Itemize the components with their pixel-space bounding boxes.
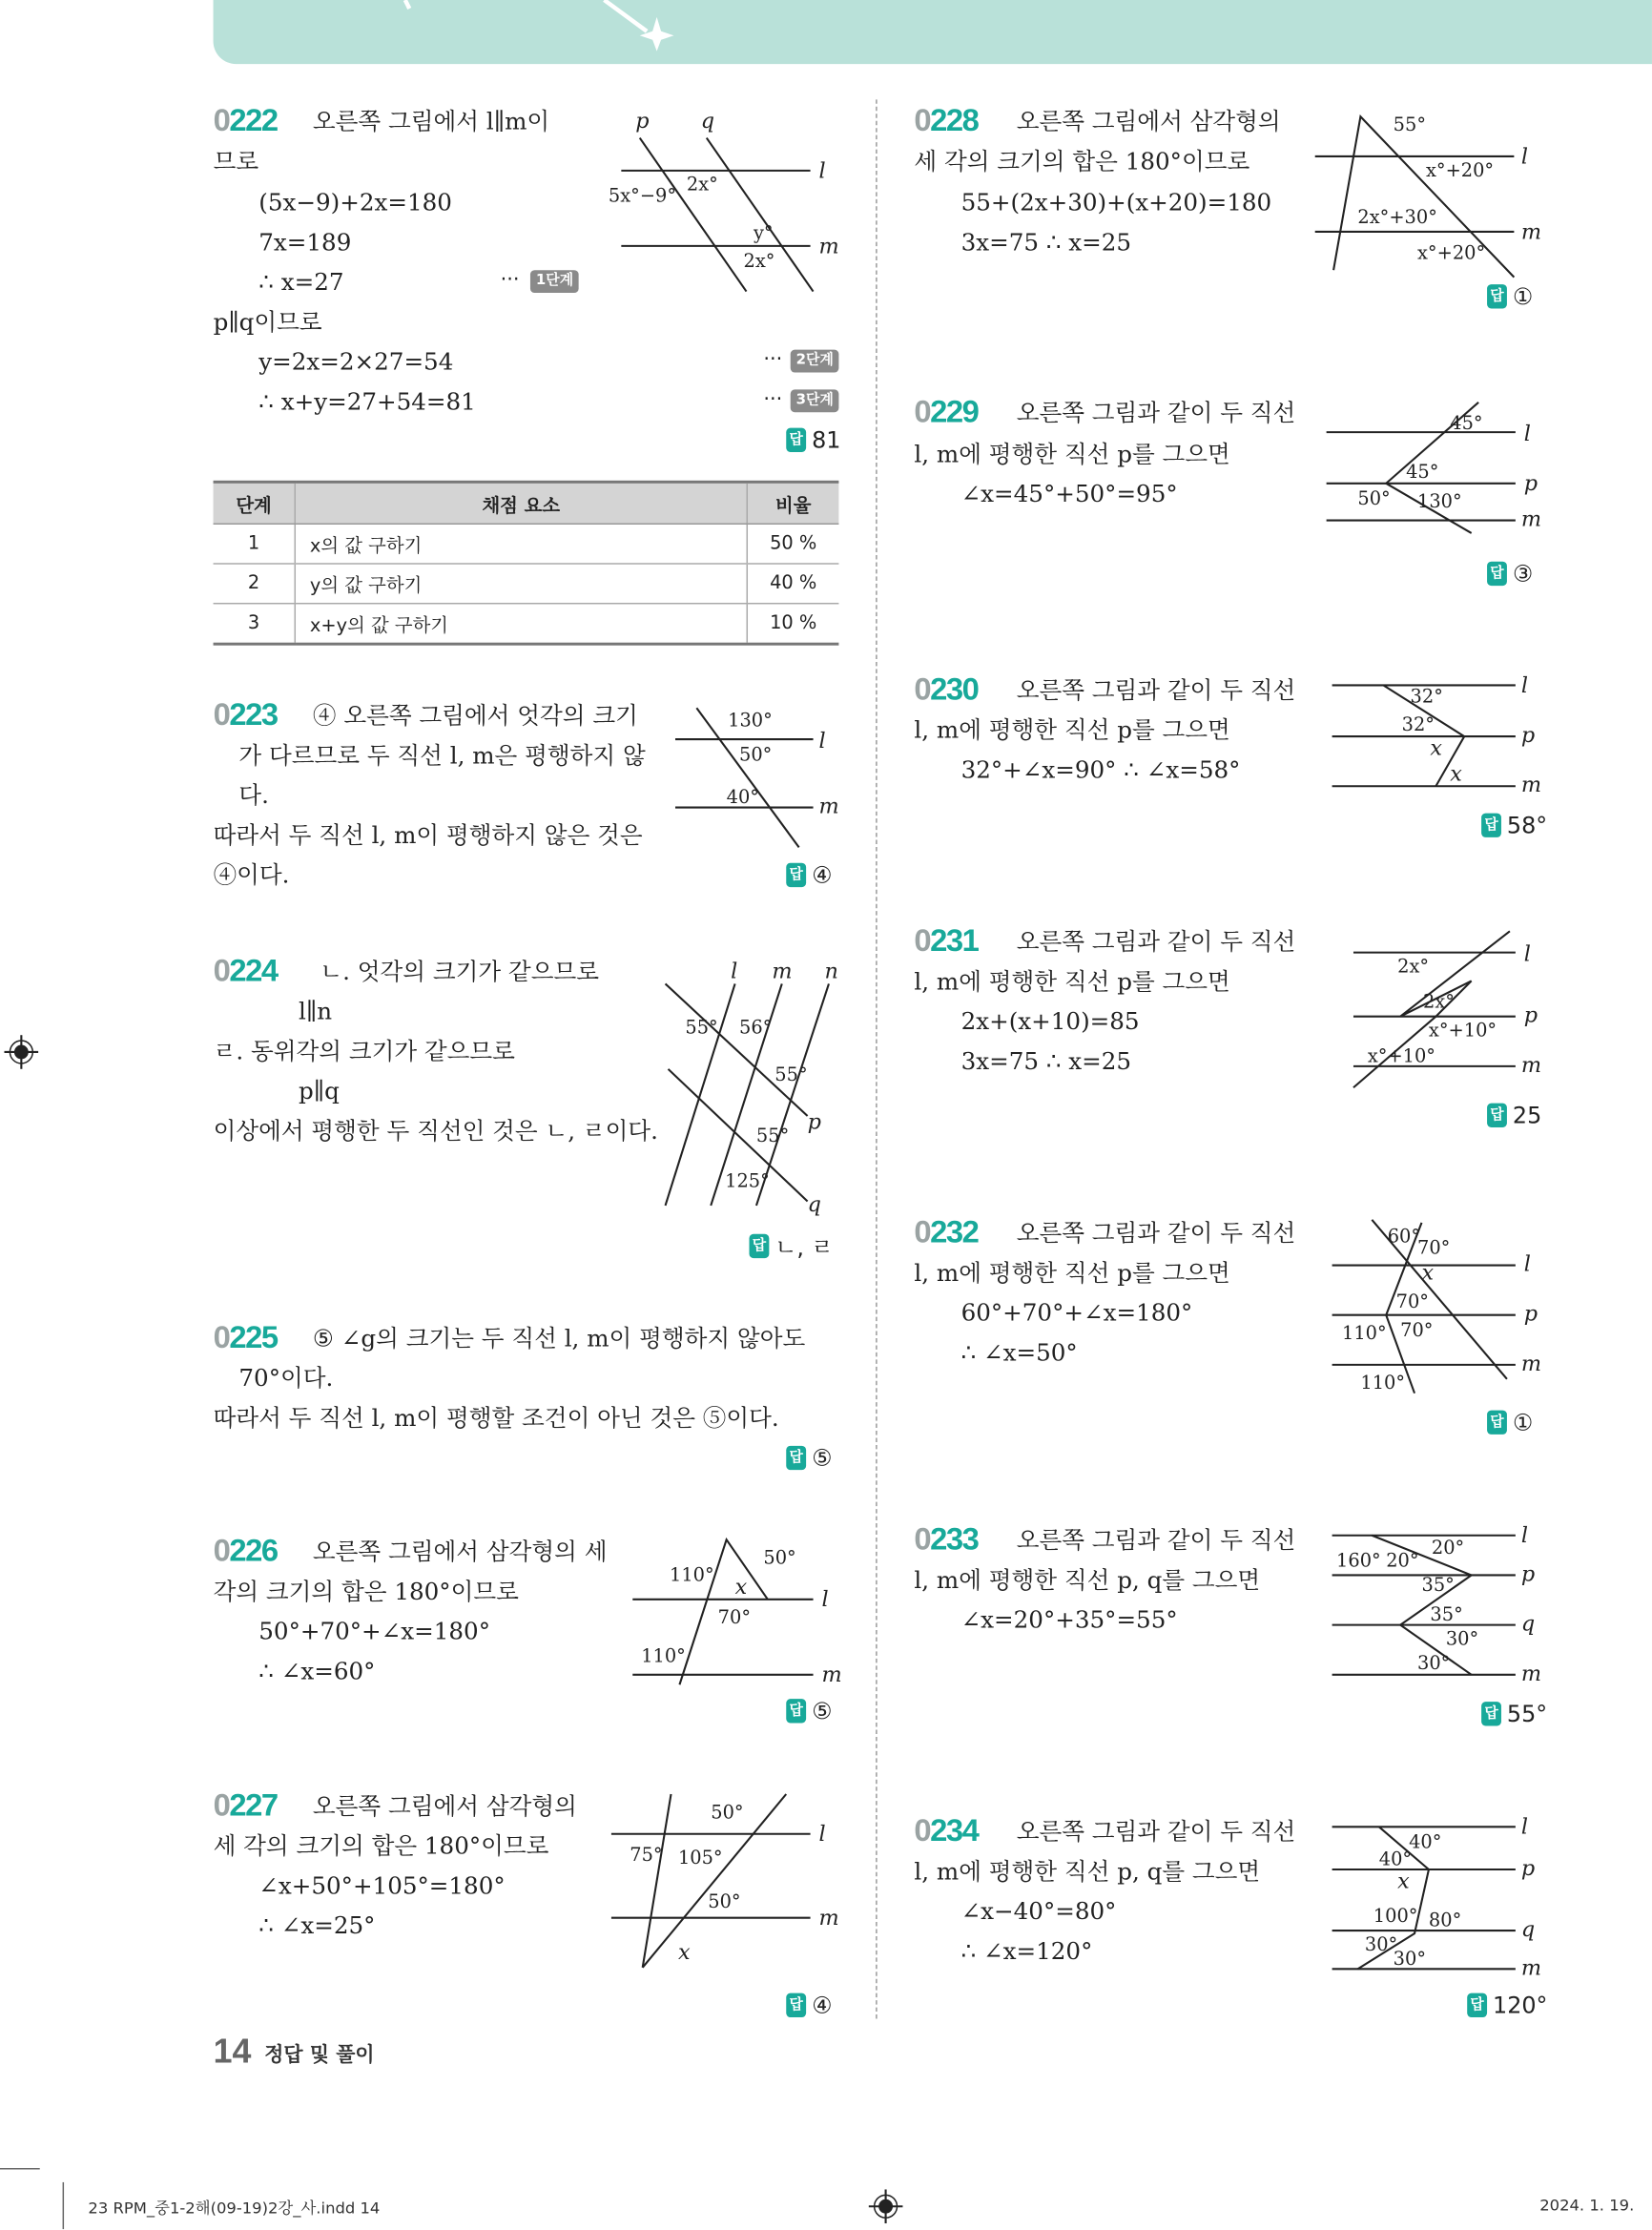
answer-value: ① [1512,282,1534,310]
figure-label: 40° [1378,1848,1413,1870]
solution-line: 따라서 두 직선 l, m이 평행할 조건이 아닌 것은 ⑤이다. [213,1404,779,1432]
figure-label: p [1523,1002,1538,1028]
figure-label: 55° [1393,114,1427,136]
crop-mark [63,2182,64,2229]
figure-label: 2x° [686,173,718,196]
figure-label: q [807,1191,821,1217]
figure-label: m [818,1906,839,1931]
answer-value: ⑤ [812,1444,833,1472]
figure-label: y의 값 구하기 [295,564,747,604]
figure-label: 30° [1393,1947,1427,1970]
figure-label: x+y의 값 구하기 [295,604,747,644]
figure-line [640,138,747,292]
answer-badge-icon: 답 [786,863,806,887]
answer [786,1698,832,1724]
figure-label: 45° [1450,412,1483,435]
solution-line: 2x+(x+10)=85 [960,1007,1140,1036]
figure-label: x [1450,761,1462,787]
problem-number: 0228 [914,102,979,138]
scoring-table [214,481,839,646]
figure-label: m [1520,506,1542,532]
figure-label: 125° [725,1169,770,1192]
problem-number: 0234 [914,1812,979,1848]
figure-label: 50° [711,1801,744,1824]
solution-line: 오른쪽 그림에서 삼각형의 [1016,108,1281,135]
step-badge: 2단계 [791,350,839,373]
figure-label: 40° [1409,1830,1442,1853]
step-badge: 1단계 [530,270,579,293]
figure-label: l [818,158,826,184]
figure-label: 55° [685,1016,718,1039]
figure-label: l [1520,1814,1528,1840]
figure-label: 2x°+30° [1357,206,1437,229]
figure-label: m [821,1662,842,1688]
problem-number: 0226 [213,1532,278,1569]
figure-label: x [1430,735,1443,761]
figure-label: 160° [1336,1549,1381,1572]
figure-label: 20° [1386,1549,1419,1572]
answer [786,1444,832,1471]
solution-line: 오른쪽 그림과 같이 두 직선 [1016,1818,1296,1846]
figure-label: l [1523,1251,1531,1277]
answer [749,1229,833,1262]
solution-line: ∠x=20°+35°=55° [960,1606,1178,1634]
figure-label: x [1421,1260,1435,1286]
figure-label: p [1523,1301,1538,1327]
answer [1481,812,1547,838]
solution-line: ④ 오른쪽 그림에서 엇각의 크기 [312,702,638,730]
figure-label: 10 % [747,604,838,644]
figure-label: x [734,1574,748,1600]
solution-line: 70°이다. [238,1364,334,1393]
step-badge: 3단계 [791,389,839,412]
answer-value: ④ [812,1992,833,2019]
figure-label: 2x° [1397,955,1430,978]
solution-line: 오른쪽 그림과 같이 두 직선 [1016,1219,1296,1248]
table-header: 비율 [747,482,838,524]
solution-line: l, m에 평행한 직선 p, q를 그으면 [914,1858,1261,1886]
figure-label: 35° [1430,1603,1463,1626]
figure-label: m [1520,1052,1542,1078]
answer-badge-icon: 답 [786,428,806,452]
figure-label: p [1523,471,1538,497]
header-band [214,0,1652,64]
solution-line: 오른쪽 그림과 같이 두 직선 [1016,676,1296,704]
figure-label: 50° [708,1890,741,1913]
figure-label: x [1397,1869,1410,1894]
figure-label: 110° [1342,1322,1387,1345]
figure-label: l [1520,1523,1528,1549]
figure-label: x°+20° [1425,158,1495,181]
figure-label: x [677,1939,691,1965]
solution-line: ㄹ. 동위각의 크기가 같으므로 [213,1038,515,1065]
figure-label: 55° [755,1124,790,1146]
solution-line: 오른쪽 그림에서 삼각형의 세 [312,1538,608,1566]
figure-label: 70° [1417,1236,1451,1259]
figure-label: x°+10° [1428,1019,1497,1042]
figure-label: 60° [1387,1225,1421,1248]
answer-badge-icon: 답 [1467,1993,1487,2017]
figure-label: p [635,109,650,134]
solution-line: 60°+70°+∠x=180° [960,1299,1193,1327]
solution-line: ∴ ∠x=120° [960,1937,1093,1965]
figure-label: l [731,959,738,984]
figure-label: m [1520,1955,1542,1981]
figure-line [666,983,808,1116]
answer [786,426,840,453]
star-decoration-icon [214,0,782,64]
solution-line: l, m에 평행한 직선 p를 그으면 [914,1259,1230,1287]
problem-number: 0222 [213,102,278,138]
figure-label: m [772,959,793,984]
figure-label: 75° [630,1844,663,1867]
figure-label: 50 % [747,524,838,564]
registration-mark-icon [869,2189,903,2223]
figure-label: p [1520,723,1536,749]
answer-value: ③ [1512,560,1534,588]
figure-label: x°+20° [1417,241,1486,264]
figure-label: n [824,959,838,984]
solution-line: ∴ x=27 [258,268,344,297]
print-date: 2024. 1. 19. [1539,2196,1635,2216]
figure-label: 130° [1417,490,1462,513]
solution-line: 따라서 두 직선 l, m이 평행하지 않은 것은 [213,821,643,849]
solution-line: ∴ ∠x=25° [258,1911,376,1940]
problem-number: 0231 [914,922,979,959]
figure-label: l [818,1822,826,1848]
figure-label: l [1523,422,1531,447]
solution-line: 오른쪽 그림에서 l∥m이 [312,108,550,135]
figure-label: m [1520,1661,1542,1686]
figure-label: 20° [1431,1537,1465,1559]
solution-line: 50°+70°+∠x=180° [258,1618,490,1645]
problem-number: 0233 [914,1520,979,1558]
answer-badge-icon: 답 [749,1234,769,1258]
solution-line: l, m에 평행한 직선 p를 그으면 [914,968,1230,996]
solution-line: ∴ ∠x=60° [258,1657,376,1685]
figure-label: m [818,794,839,819]
solution-line: 오른쪽 그림에서 삼각형의 [312,1792,577,1820]
figure-label: l [821,1587,829,1613]
problem-number: 0225 [213,1319,278,1355]
answer-value: 120° [1493,1992,1548,2019]
figure-label: 5x°−9° [608,184,677,207]
problem-number: 0230 [914,671,979,707]
figure-label: 32° [1401,713,1435,736]
figure-label: l [1523,941,1531,967]
answer [786,861,832,888]
solution-line: 3x=75 ∴ x=25 [960,1047,1132,1075]
step-dots: ··· [763,387,783,411]
solution-line: 가 다르므로 두 직선 l, m은 평행하지 않 [238,742,646,770]
answer-value: 25 [1512,1102,1542,1129]
solution-line: 32°+∠x=90° ∴ ∠x=58° [960,755,1241,784]
page-number: 14 [213,2033,252,2072]
section-title: 정답 및 풀이 [264,2044,375,2068]
figure-label: q [700,109,715,134]
solution-line: 55+(2x+30)+(x+20)=180 [960,189,1272,217]
figure-label: 2x° [1422,990,1455,1013]
answer [1487,560,1533,587]
figure-label: m [1520,773,1542,798]
figure-label: p [807,1109,821,1135]
solution-line: ∴ ∠x=50° [960,1339,1078,1367]
figure-label: m [818,234,839,259]
problem-number: 0227 [213,1786,278,1823]
crop-mark [0,2168,40,2169]
problem-number: 0224 [213,952,278,988]
answer-badge-icon: 답 [1487,284,1507,308]
figure-label: l [818,729,826,754]
answer-value: ① [1512,1409,1534,1436]
figure-label: 35° [1421,1573,1455,1596]
answer [1487,283,1533,310]
figure-label: m [1520,1351,1542,1376]
figure-label: 70° [1400,1319,1434,1342]
figure-line [405,0,409,9]
figure-line [640,17,674,52]
solution-line: (5x−9)+2x=180 [258,189,452,217]
answer-badge-icon: 답 [1481,1702,1501,1725]
figure-label: 45° [1406,460,1439,483]
problem-number: 0229 [914,393,979,430]
solution-line: ∴ x+y=27+54=81 [258,387,476,416]
figure-label: p [1520,1561,1536,1587]
solution-line: l, m에 평행한 직선 p를 그으면 [914,441,1230,468]
figure-label: 3 [214,604,296,644]
figure-label: 30° [1417,1651,1451,1674]
figure-label: 130° [728,709,773,732]
solution-line: 세 각의 크기의 합은 180°이므로 [914,148,1250,176]
figure-label: l [1520,144,1528,170]
step-dots: ··· [763,348,783,372]
answer [1487,1409,1533,1435]
figure-label: 40 % [747,564,838,604]
solution-line: p∥q이므로 [213,308,322,336]
figure-line [643,1794,671,1968]
figure-label: 100° [1373,1905,1418,1928]
table-row [214,564,839,604]
figure-label: 110° [1360,1372,1406,1394]
figure-label: x의 값 구하기 [295,524,747,564]
answer [1467,1992,1547,2018]
figure-label: 40° [726,786,759,809]
solution-line: ㄴ. 엇각의 크기가 같으므로 [320,958,599,985]
figure-label: 1 [214,524,296,564]
answer-badge-icon: 답 [786,1446,806,1470]
figure-label: m [1520,219,1542,245]
figure-label: q [1520,1917,1536,1943]
figure-label: 50° [1357,487,1391,510]
figure-label: 2x° [743,250,775,273]
solution-line: 므로 [213,148,259,176]
solution-line: ∠x+50°+105°=180° [258,1871,506,1900]
registration-mark-icon [4,1035,38,1069]
figure-line [214,482,839,524]
problem-number: 0223 [213,696,278,733]
table-header: 단계 [214,482,296,524]
solution-line: l, m에 평행한 직선 p를 그으면 [914,716,1230,744]
figure-label: 32° [1410,685,1443,708]
solution-line: 3x=75 ∴ x=25 [960,228,1132,257]
figure-line [604,0,647,31]
figure-label: 50° [763,1546,796,1569]
figure-label: 110° [641,1644,686,1667]
answer-value: ⑤ [812,1697,833,1724]
figure-label: 2 [214,564,296,604]
answer-badge-icon: 답 [786,1993,806,2017]
figure-label: l [1520,672,1528,698]
solution-line: 다. [238,781,269,810]
answer-badge-icon: 답 [1487,1411,1507,1435]
answer [1487,1102,1541,1128]
solution-line: ∠x=45°+50°=95° [960,480,1178,508]
answer-value: ㄴ, ㄹ [774,1233,834,1262]
table-header: 채점 요소 [295,482,747,524]
figure-label: 105° [677,1847,723,1869]
figure-label: 80° [1428,1909,1462,1931]
figure-label: 55° [774,1063,808,1085]
answer-value: 58° [1506,812,1548,839]
answer-value: 81 [812,426,841,454]
column-divider [876,99,877,2018]
solution-line: ④이다. [213,861,290,889]
figure-label: 70° [717,1606,752,1629]
answer-badge-icon: 답 [1481,814,1501,837]
table-row [214,604,839,644]
solution-line: l∥n [299,998,333,1025]
figure-label: p [1520,1855,1536,1881]
table-row [214,524,839,564]
solution-line: y=2x=2×27=54 [258,348,454,376]
solution-line: ⑤ ∠g의 크기는 두 직선 l, m이 평행하지 않아도 [312,1325,806,1352]
solution-line: 오른쪽 그림과 같이 두 직선 [1016,399,1296,427]
answer [786,1992,832,2018]
figure-label: 50° [739,743,773,766]
answer [1481,1701,1547,1727]
answer-badge-icon: 답 [1487,562,1507,586]
solution-line: 세 각의 크기의 합은 180°이므로 [213,1832,549,1860]
solution-line: 오른쪽 그림과 같이 두 직선 [1016,928,1296,956]
figure-label: 56° [739,1016,773,1039]
solution-line: 이상에서 평행한 두 직선인 것은 ㄴ, ㄹ이다. [213,1117,659,1145]
figure-label: y° [753,221,774,244]
figure-label: 30° [1364,1932,1398,1955]
figure-label: 30° [1445,1627,1479,1650]
answer-value: ④ [812,861,833,889]
solution-line: 오른쪽 그림과 같이 두 직선 [1016,1526,1296,1555]
solution-line: ∠x−40°=80° [960,1897,1117,1926]
answer-badge-icon: 답 [1487,1104,1507,1127]
figure-label: 110° [670,1563,714,1586]
answer-value: 55° [1506,1700,1548,1727]
solution-line: 각의 크기의 합은 180°이므로 [213,1578,519,1605]
solution-line: l, m에 평행한 직선 p, q를 그으면 [914,1566,1261,1594]
solution-line: p∥q [299,1077,340,1105]
figure-label: 70° [1395,1291,1429,1313]
figure-label: q [1520,1611,1536,1637]
figure-label: x°+10° [1367,1044,1436,1067]
solution-line: 7x=189 [258,228,352,257]
answer-badge-icon: 답 [786,1699,806,1723]
step-dots: ··· [500,268,520,292]
file-name: 23 RPM_중1-2해(09-19)2강_사.indd 14 [88,2199,381,2219]
problem-number: 0232 [914,1213,979,1250]
